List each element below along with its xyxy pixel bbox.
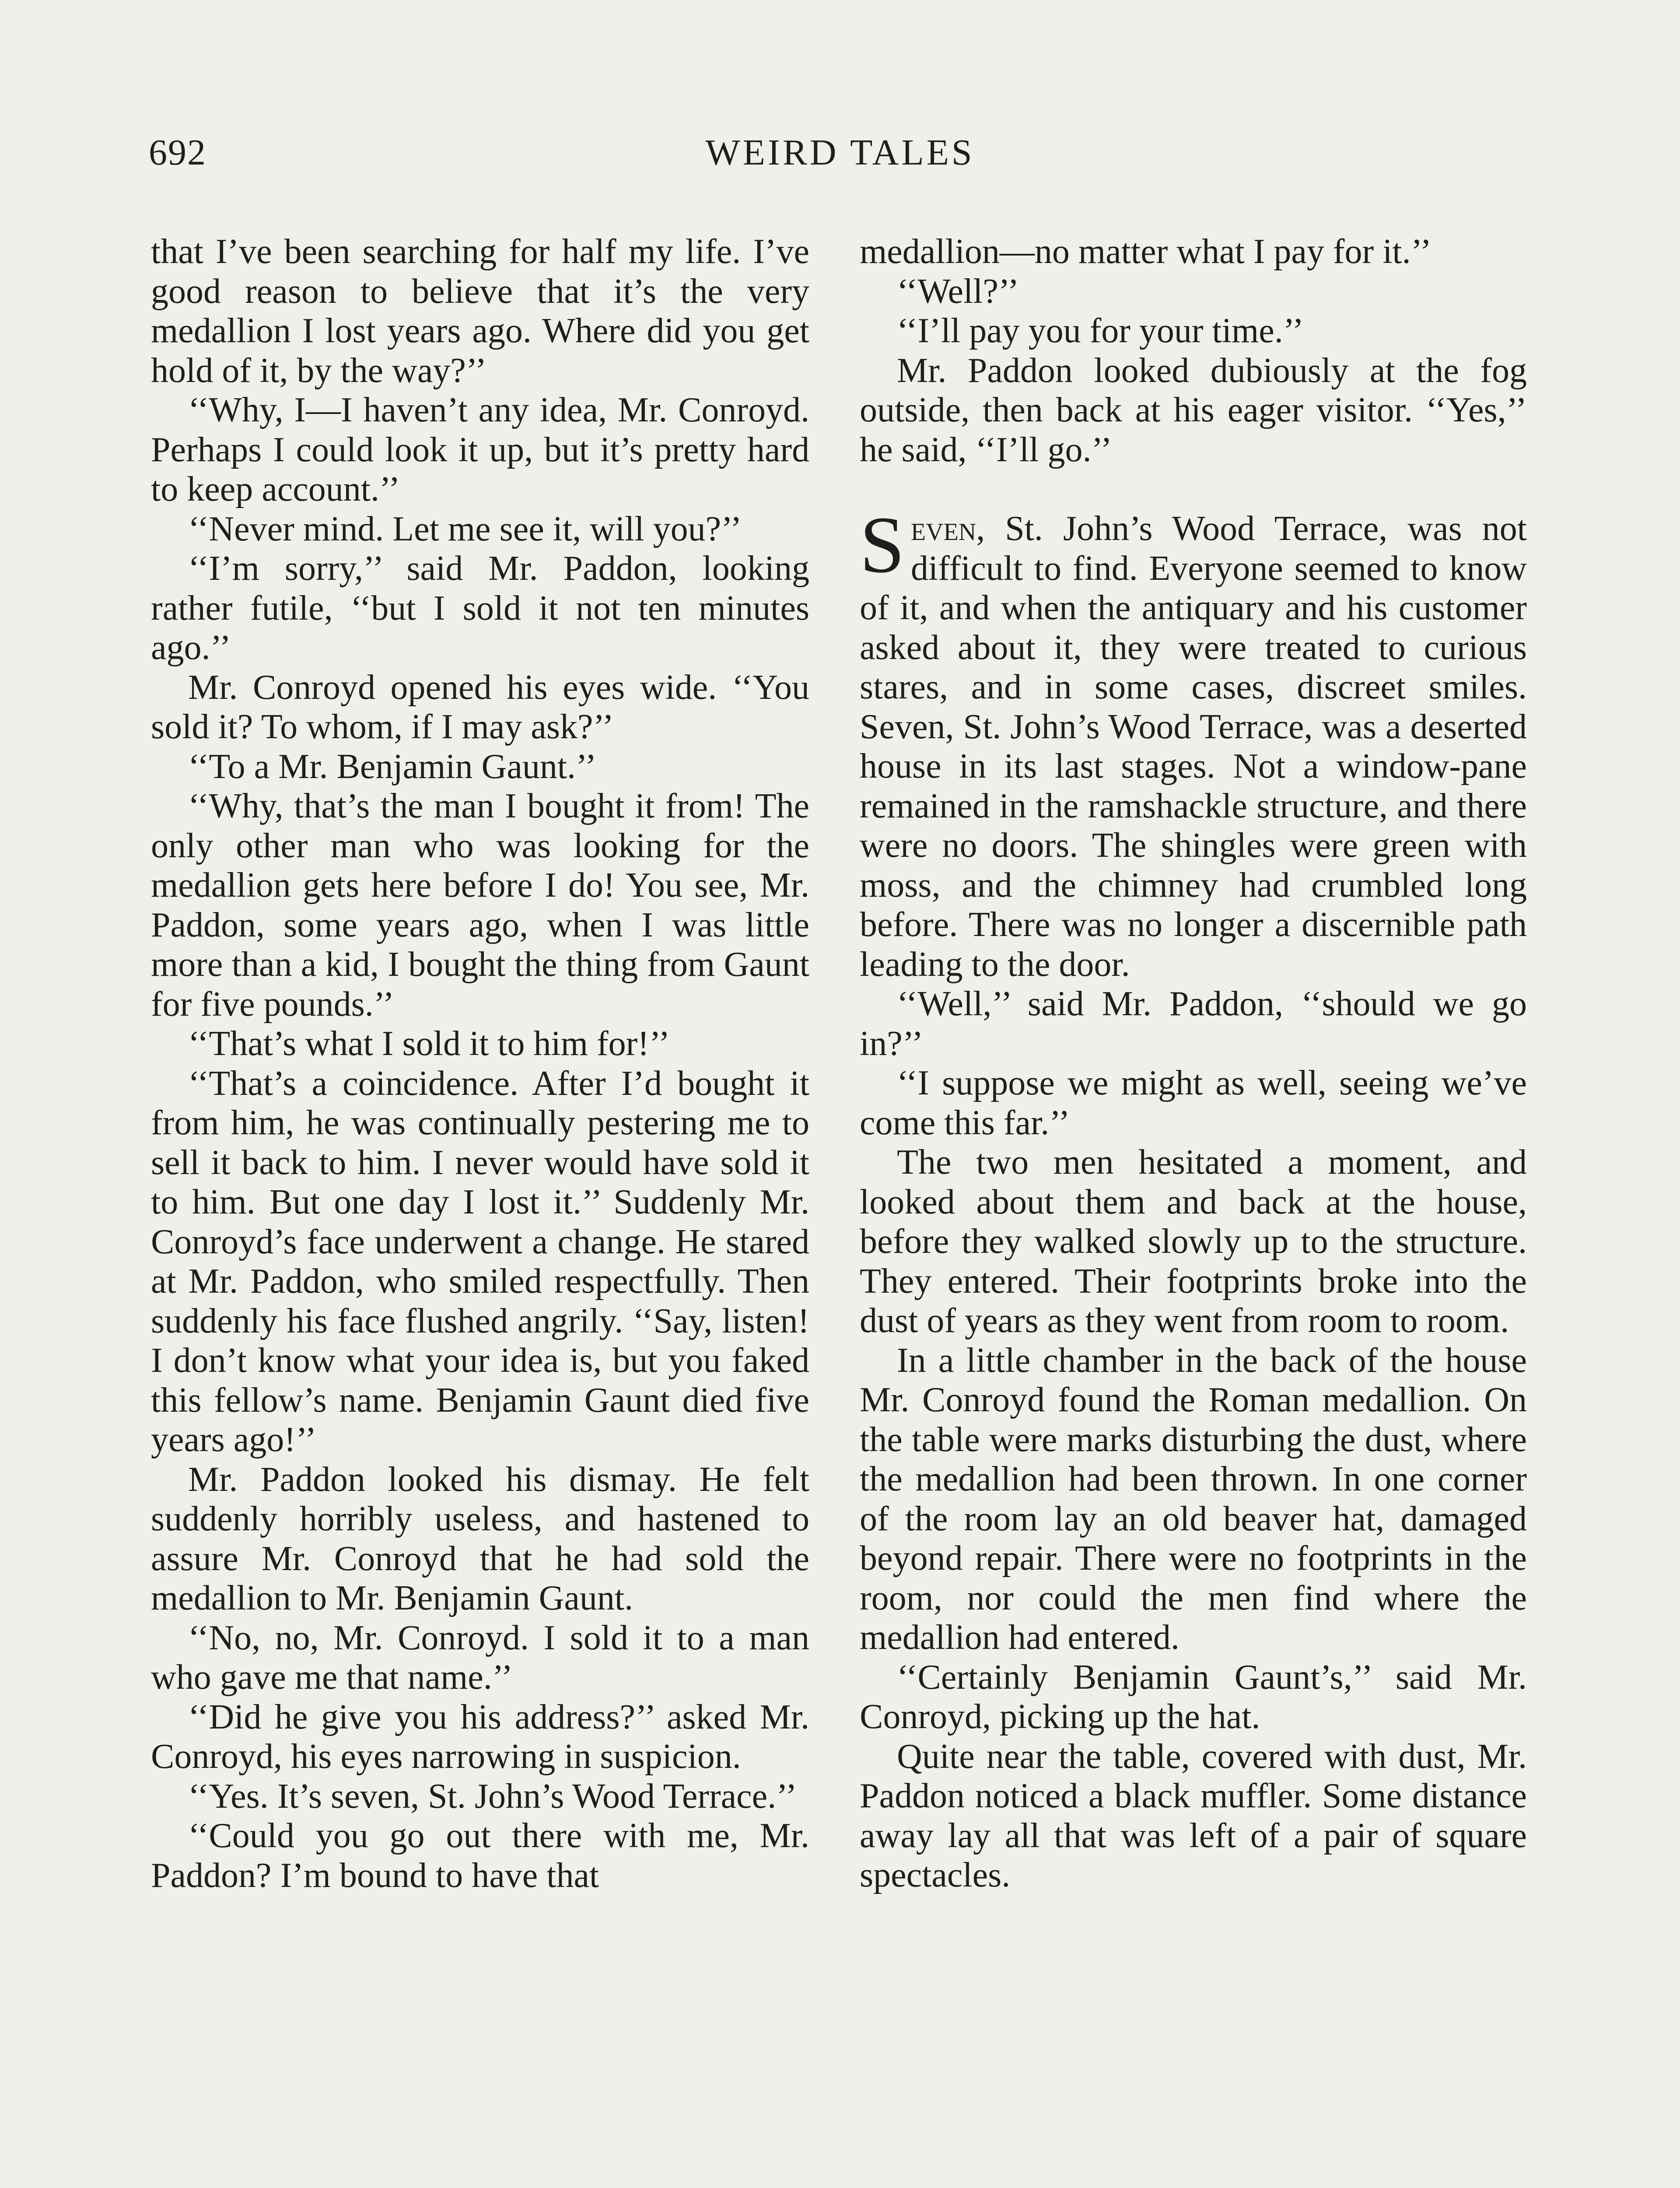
paragraph: that I’ve been searching for half my life. I’ve good reason to believe that it’s the very medallion I lost years ago. Where did you get hold of it, by the way?’’ xyxy=(151,232,809,390)
page-number: 692 xyxy=(149,132,206,173)
paragraph: ‘‘No, no, Mr. Conroyd. I sold it to a man who gave me that name.’’ xyxy=(151,1618,809,1697)
paragraph: ‘‘That’s a coincidence. After I’d bought it from him, he was continually pestering me to sell it back to him. I never would have sold it to him. But one day I lost it.’’ Suddenly Mr. Conroyd’s face underwent a change. He stared at Mr. Paddon, who smiled respectfully. Then suddenly his face flushed angrily. ‘‘Say, listen! I don’t know what your idea is, but you faked this fellow’s name. Benjamin Gaunt died five years ago!’’ xyxy=(151,1064,809,1459)
paragraph: In a little chamber in the back of the house Mr. Conroyd found the Roman medallion. On the table were marks disturbing the dust, where the medallion had been thrown. In one corner of the room lay an old beaver hat, damaged beyond repair. There were no footprints in the room, nor could the men find where the medallion had entered. xyxy=(860,1341,1527,1657)
paragraph: ‘‘Could you go out there with me, Mr. Paddon? I’m bound to have that xyxy=(151,1816,809,1895)
paragraph: ‘‘Yes. It’s seven, St. John’s Wood Terrace.’’ xyxy=(188,1777,797,1816)
paragraph: Mr. Conroyd opened his eyes wide. ‘‘You sold it? To whom, if I may ask?’’ xyxy=(151,668,809,746)
running-head: WEIRD TALES xyxy=(705,132,975,173)
section-opening-paragraph xyxy=(860,500,1527,984)
right-column xyxy=(860,232,1527,1895)
paragraph: ‘‘Never mind. Let me see it, will you?’’ xyxy=(188,509,742,548)
paragraph: ‘‘I’m sorry,’’ said Mr. Paddon, looking rather futile, ‘‘but I sold it not ten minutes ago.’’ xyxy=(151,549,809,667)
paragraph: ‘‘Why, that’s the man I bought it from! The only other man who was looking for the medallion gets here before I do! You see, Mr. Paddon, some years ago, when I was little more than a kid, I bought the thing from Gaunt for five pounds.’’ xyxy=(151,787,809,1024)
drop-cap: S xyxy=(860,500,905,590)
paragraph: ‘‘That’s what I sold it to him for!’’ xyxy=(188,1024,670,1063)
paragraph: Mr. Paddon looked his dismay. He felt suddenly horribly useless, and hastened to assure Mr. Conroyd that he had sold the medallion to Mr. Benjamin Gaunt. xyxy=(151,1460,809,1617)
small-caps-lead: even, xyxy=(910,509,985,548)
paragraph: Quite near the table, covered with dust, Mr. Paddon noticed a black muffler. Some distance away lay all that was left of a pair of square spectacles. xyxy=(860,1737,1527,1894)
left-column xyxy=(151,232,809,1895)
paragraph: The two men hesitated a moment, and looked about them and back at the house, before they walked slowly up to the structure. They entered. Their footprints broke into the dust of years as they went from room to room. xyxy=(860,1143,1527,1340)
paragraph: ‘‘Well?’’ xyxy=(897,272,1019,311)
paragraph: ‘‘To a Mr. Benjamin Gaunt.’’ xyxy=(188,747,597,786)
section-text: St. John’s Wood Terrace, was not difficult to find. Everyone seemed to know of it, and when the antiquary and his customer asked about it, they were treated to curious stares, and in some cases, discreet smiles. Seven, St. John’s Wood Terrace, was a deserted house in its last stages. Not a window-pane remained in the ramshackle structure, and there were no doors. The shingles were green with moss, and the chimney had crumbled long before. There was no longer a discernible path leading to the door. xyxy=(860,509,1527,984)
paragraph: ‘‘Certainly Benjamin Gaunt’s,’’ said Mr. Conroyd, picking up the hat. xyxy=(860,1658,1527,1736)
paragraph: ‘‘Why, I—I haven’t any idea, Mr. Conroyd. Perhaps I could look it up, but it’s pretty hard to keep account.’’ xyxy=(151,391,809,508)
paragraph: ‘‘I suppose we might as well, seeing we’ve come this far.’’ xyxy=(860,1064,1527,1142)
page-header xyxy=(149,131,1531,179)
paragraph: medallion—no matter what I pay for it.’’ xyxy=(860,232,1432,271)
paragraph: ‘‘Well,’’ said Mr. Paddon, ‘‘should we go in?’’ xyxy=(860,985,1527,1063)
paragraph: ‘‘I’ll pay you for your time.’’ xyxy=(897,312,1304,350)
paragraph: Mr. Paddon looked dubiously at the fog outside, then back at his eager visitor. ‘‘Yes,’’ he said, ‘‘I’ll go.’’ xyxy=(860,351,1527,469)
paragraph: ‘‘Did he give you his address?’’ asked Mr. Conroyd, his eyes narrowing in suspicion. xyxy=(151,1697,809,1776)
